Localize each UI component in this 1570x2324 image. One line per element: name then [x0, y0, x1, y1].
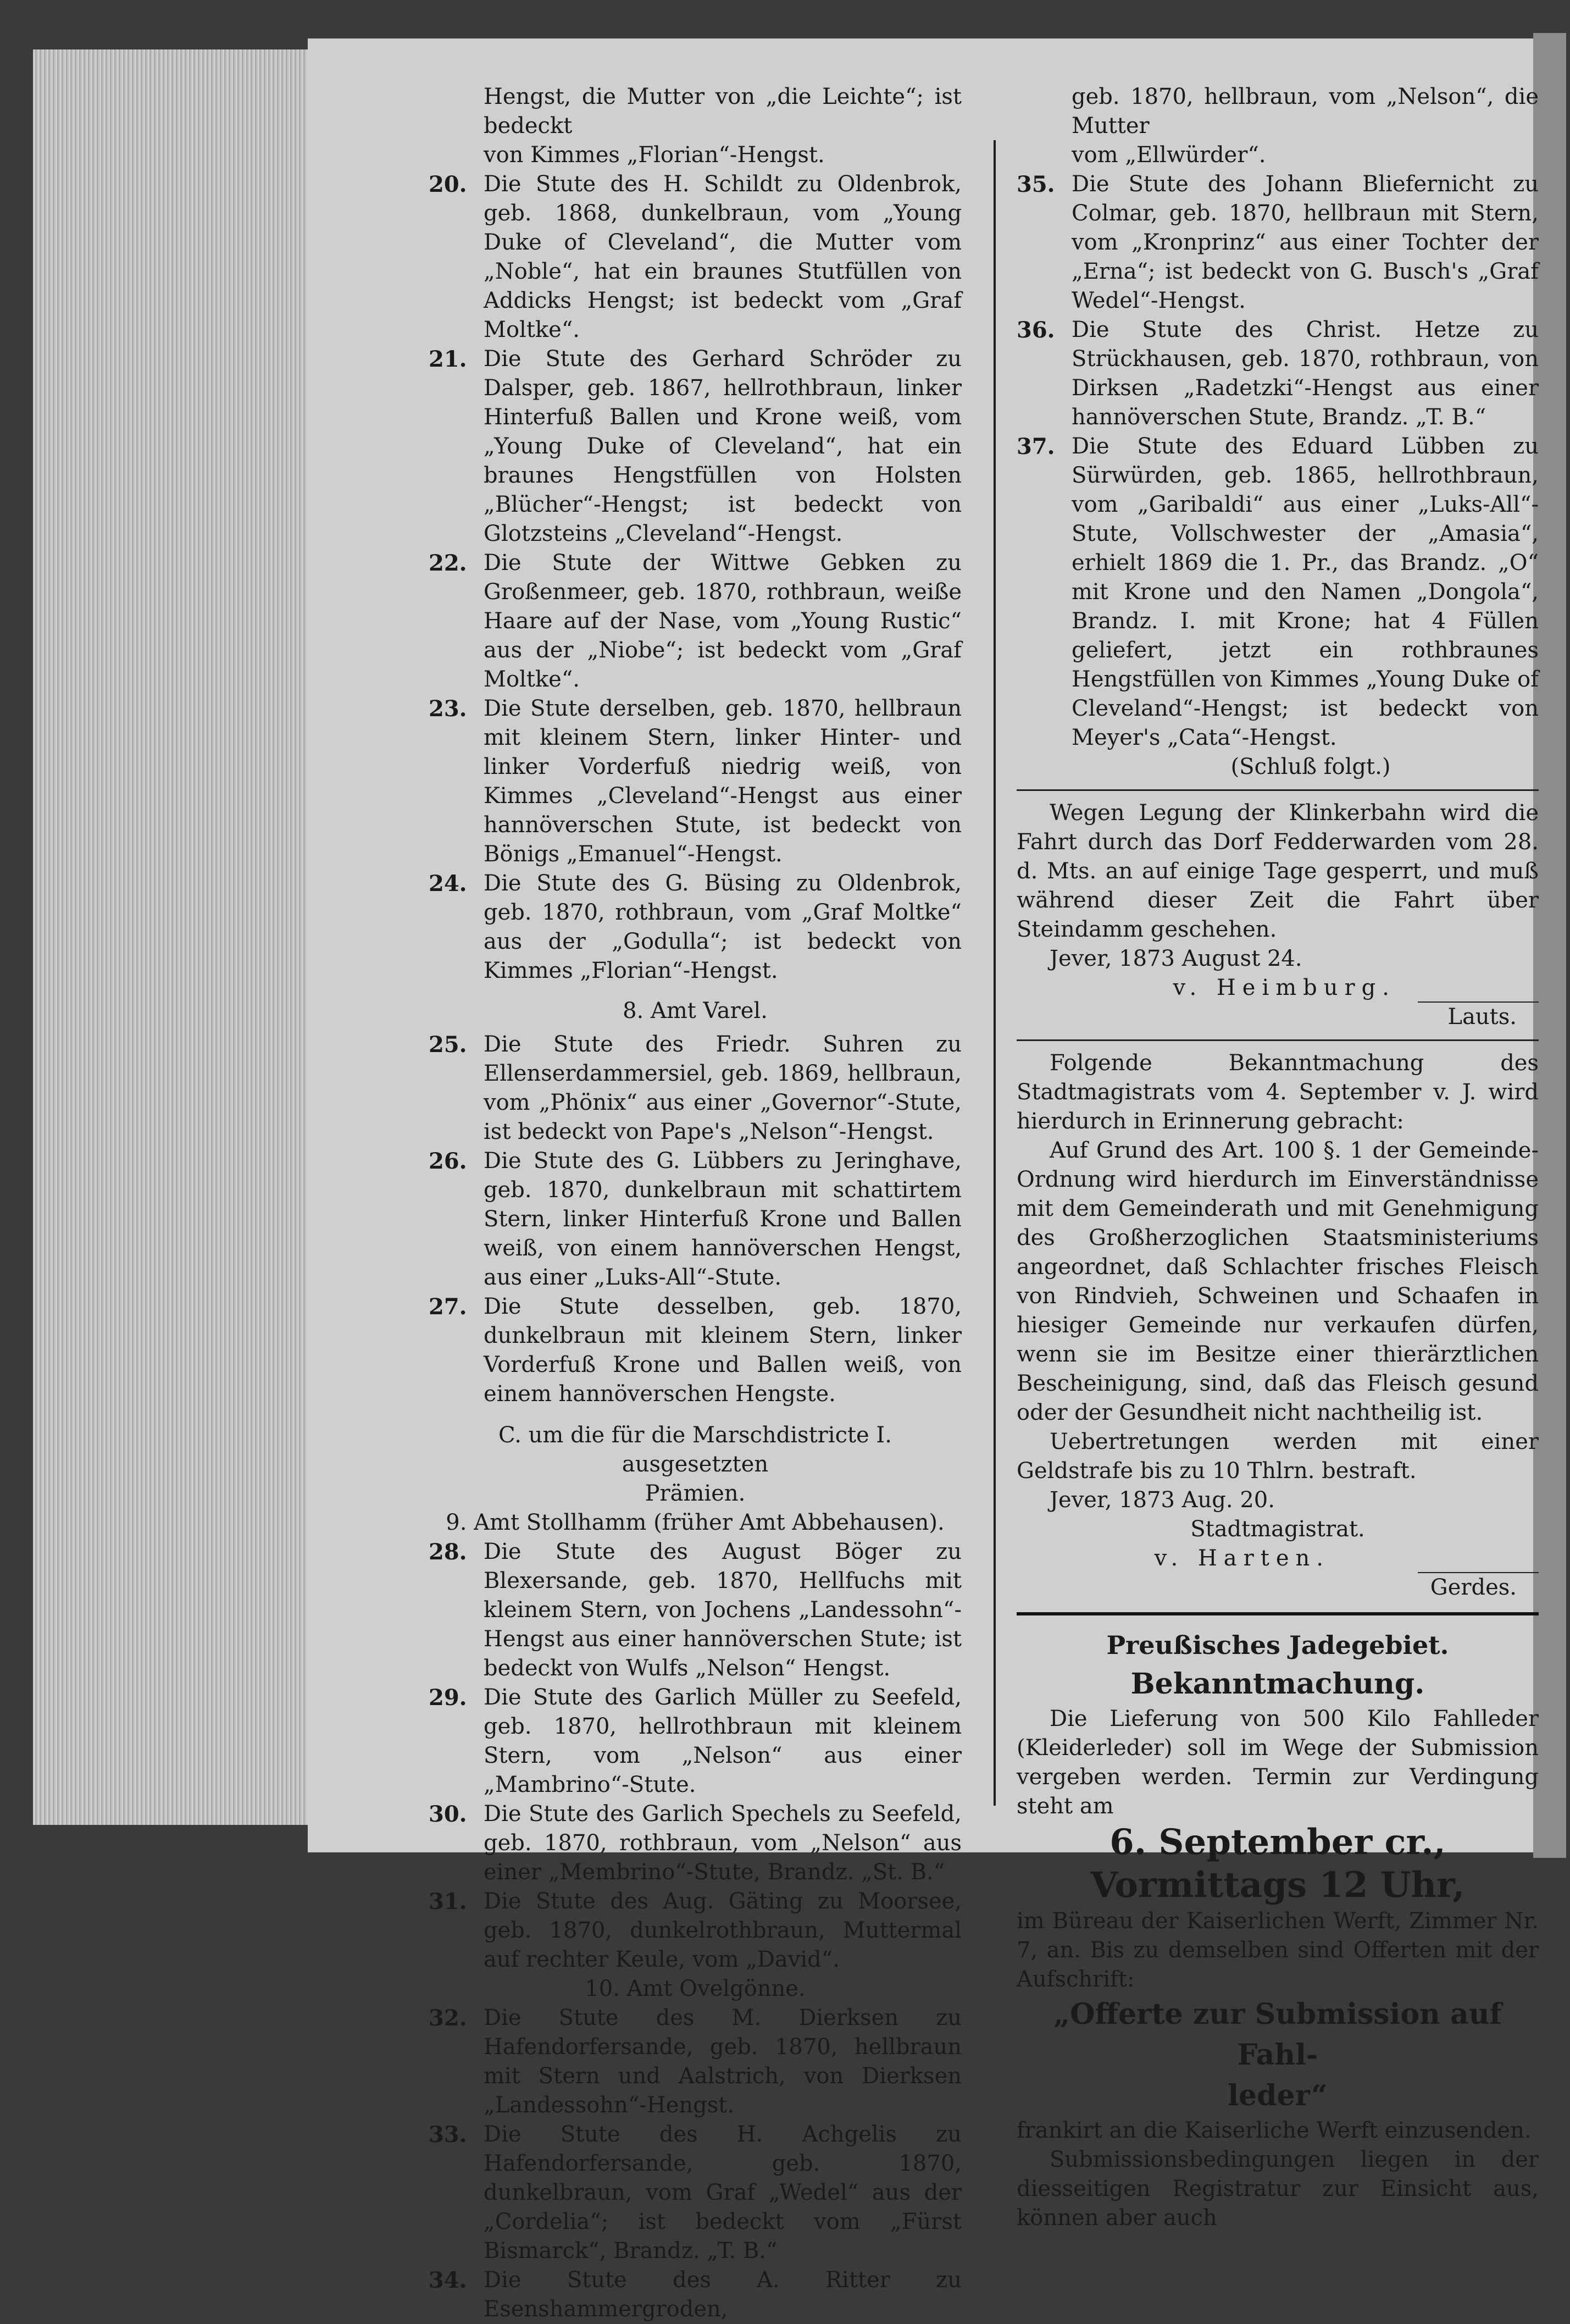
list-entry — [429, 1800, 962, 1887]
entry-number: 33. — [429, 2122, 467, 2148]
entry-text: Die Stute des G. Büsing zu Oldenbrok, geb. 1870, rothbraun, vom „Graf Moltke“ aus der „Godulla“; ist bedeckt von Kimmes „Florian“-Hengst. — [484, 871, 962, 983]
notice-text: Wegen Legung der Klinkerbahn wird die Fahrt durch das Dorf Fedderwarden vom 28. d. Mts. an auf einige Tage gesperrt, und muß während dieser Zeit die Fahrt über Steindamm geschehen. — [1017, 800, 1539, 942]
section-heading: 10. Amt Ovelgönne. — [585, 1976, 806, 2001]
announcement-title: Bekanntmachung. — [1130, 1667, 1425, 1701]
notice-penalty: Uebertretungen werden mit einer Geldstrafe bis zu 10 Thlrn. bestraft. — [1017, 1429, 1539, 1484]
notice-clerk: Lauts. — [1447, 1004, 1517, 1030]
entry-text: Die Stute derselben, geb. 1870, hellbraun mit kleinem Stern, linker Hinter- und linker Vorderfuß niedrig weiß, von Kimmes „Cleveland“-Hengst aus einer hannöverschen Stute, ist bedeckt von Bönigs „Emanuel“-Hengst. — [484, 696, 962, 867]
continued-note: (Schluß folgt.) — [1230, 754, 1391, 779]
entry-number: 25. — [429, 1032, 467, 1058]
divider — [1017, 1039, 1539, 1041]
entry-text: Die Stute des Friedr. Suhren zu Ellenserdammersiel, geb. 1869, hellbraun, vom „Phönix“ aus einer „Governor“-Stute, ist bedeckt von Pape's „Nelson“-Hengst. — [484, 1032, 962, 1144]
list-entry — [429, 1030, 962, 1147]
entry-text: Die Stute des Aug. Gäting zu Moorsee, geb. 1870, dunkelrothbraun, Muttermal auf rechter Keule, vom „David“. — [484, 1889, 962, 1972]
entry-number: 22. — [429, 550, 467, 576]
entry-number: 32. — [429, 2005, 467, 2031]
list-entry — [429, 1683, 962, 1800]
entry-number: 26. — [429, 1148, 467, 1174]
signature-line — [1418, 1544, 1539, 1573]
entry-text: Die Stute des M. Dierksen zu Hafendorfersande, geb. 1870, hellbraun mit Stern und Aalstrich, von Dierksen „Landessohn“-Hengst. — [484, 2005, 962, 2118]
entry-number: 36. — [1017, 317, 1055, 343]
entry-number: 37. — [1017, 434, 1055, 460]
announcement-text: Die Lieferung von 500 Kilo Fahlleder (Kleiderleder) soll im Wege der Submission vergeben werden. Termin zur Verdingung steht am — [1017, 1706, 1539, 1819]
section-heading: 8. Amt Varel. — [623, 998, 768, 1023]
entry-number: 27. — [429, 1294, 467, 1320]
notice-signer: v. Heimburg. — [1173, 975, 1396, 1000]
list-entry — [429, 549, 962, 694]
notice-body: Auf Grund des Art. 100 §. 1 der Gemeinde-Ordnung wird hierdurch im Einverständnisse mit dem Gemeinderath und mit Genehmigung des Großherzoglichen Staatsministeriums angeordnet, daß Schlachter frisches Fleisch von Rindvieh, Schweinen und Schaafen in hiesiger Gemeinde nur verkaufen dürfen, wenn sie im Besitze einer thierärztlichen Bescheinigung, sind, daß das Fleisch gesund oder der Gesundheit nicht nachtheilig ist. — [1017, 1138, 1539, 1425]
list-entry — [429, 1147, 962, 1292]
book-page-edges — [33, 49, 315, 1825]
list-entry — [429, 1887, 962, 1974]
section-heading: C. um die für die Marschdistricte I. ausgesetzten — [498, 1423, 892, 1477]
entry-text: Die Stute des Johann Bliefernicht zu Colmar, geb. 1870, hellbraun mit Stern, vom „Kronprinz“ aus einer Tochter der „Erna“; ist bedeckt von G. Busch's „Graf Wedel“-Hengst. — [1072, 171, 1539, 313]
entry-number: 28. — [429, 1539, 467, 1565]
intro-line: von Kimmes „Florian“-Hengst. — [484, 142, 825, 168]
signature-line — [1418, 973, 1539, 1003]
column-divider — [994, 140, 996, 1806]
notice-authority: Stadtmagistrat. — [1190, 1517, 1365, 1542]
left-column — [429, 82, 962, 2324]
entry-text: Die Stute desselben, geb. 1870, dunkelbraun mit kleinem Stern, linker Vorderfuß Krone und Ballen weiß, von einem hannöverschen Hengste. — [484, 1294, 962, 1407]
entry-number: 20. — [429, 171, 467, 197]
list-entry — [429, 1292, 962, 1409]
list-entry — [1017, 316, 1539, 432]
notice-date: Jever, 1873 Aug. 20. — [1050, 1487, 1275, 1513]
list-entry — [429, 1537, 962, 1683]
list-entry — [429, 694, 962, 869]
list-entry — [1017, 170, 1539, 316]
notice-intro: Folgende Bekanntmachung des Stadtmagistrats vom 4. September v. J. wird hierdurch in Erinnerung gebracht: — [1017, 1050, 1539, 1134]
announcement-text: frankirt an die Kaiserliche Werft einzusenden. — [1017, 2118, 1532, 2143]
entry-text: Die Stute des H. Achgelis zu Hafendorfersande, geb. 1870, dunkelbraun, vom Graf „Wedel“ aus der „Cordelia“; ist bedeckt vom „Fürst Bismarck“, Brandz. „T. B.“ — [484, 2122, 962, 2264]
section-heading: Prämien. — [645, 1481, 746, 1506]
list-entry — [429, 170, 962, 345]
list-entry — [429, 869, 962, 986]
list-entry — [429, 345, 962, 549]
divider — [1017, 789, 1539, 791]
announcement-date: 6. September cr., — [1109, 1822, 1446, 1863]
entry-text: Die Stute des Garlich Müller zu Seefeld, geb. 1870, hellrothbraun mit kleinem Stern, vom „Nelson“ aus einer „Mambrino“-Stute. — [484, 1685, 962, 1797]
entry-text: Die Stute des Gerhard Schröder zu Dalsper, geb. 1867, hellrothbraun, linker Hinterfuß Ballen und Krone weiß, vom „Young Duke of Cleveland“, hat ein braunes Hengstfüllen von Holsten „Blücher“-Hengst; ist bedeckt von Glotzsteins „Cleveland“-Hengst. — [484, 346, 962, 546]
announcement-text: Submissionsbedingungen liegen in der diesseitigen Registratur zur Einsicht aus, können aber auch — [1017, 2147, 1539, 2231]
signature-block — [1017, 1544, 1539, 1573]
entry-text: Die Stute des Eduard Lübben zu Sürwürden, geb. 1865, hellrothbraun, vom „Garibaldi“ aus einer „Luks-All“-Stute, Vollschwester der „Amasia“, erhielt 1869 die 1. Pr., das Brandz. „O“ mit Krone und den Namen „Dongola“, Brandz. I. mit Krone; hat 4 Füllen geliefert, jetzt ein rothbraunes Hengstfüllen von Kimmes „Young Duke of Cleveland“-Hengst; ist bedeckt von Meyer's „Cata“-Hengst. — [1072, 434, 1539, 750]
entry-text: Die Stute des H. Schildt zu Oldenbrok, geb. 1868, dunkelbraun, vom „Young Duke of Cleveland“, die Mutter vom „Noble“, hat ein braunes Stutfüllen von Addicks Hengst; ist bedeckt vom „Graf Moltke“. — [484, 171, 962, 342]
notice-signer: v. Harten. — [1154, 1546, 1330, 1571]
list-entry — [1017, 432, 1539, 752]
announcement-offer-title: „Offerte zur Submission auf Fahl- — [1053, 1997, 1502, 2072]
announcement-offer-title: leder“ — [1228, 2079, 1328, 2112]
notice-clerk: Gerdes. — [1430, 1575, 1517, 1600]
entry-text: Die Stute des Christ. Hetze zu Strückhausen, geb. 1870, rothbraun, von Dirksen „Radetzki“-Hengst aus einer hannöverschen Stute, Brandz. „T. B.“ — [1072, 317, 1539, 430]
entry-number: 21. — [429, 346, 467, 372]
entry-text: Die Stute des A. Ritter zu Esenshammergroden, — [484, 2267, 962, 2322]
entry-number: 35. — [1017, 171, 1055, 197]
entry-text: Die Stute des G. Lübbers zu Jeringhave, geb. 1870, dunkelbraun mit schattirtem Stern, linker Hinterfuß Krone und Ballen weiß, von einem hannöverschen Hengst, aus einer „Luks-All“-Stute. — [484, 1148, 962, 1290]
announcement-text: im Büreau der Kaiserlichen Werft, Zimmer Nr. 7, an. Bis zu demselben sind Offerten mit der Aufschrift: — [1017, 1908, 1539, 1992]
entry-number: 31. — [429, 1889, 467, 1914]
entry-text: Die Stute der Wittwe Gebken zu Großenmeer, geb. 1870, rothbraun, weiße Haare auf der Nase, vom „Young Rustic“ aus der „Niobe“; ist bedeckt vom „Graf Moltke“. — [484, 550, 962, 692]
intro-line: Hengst, die Mutter von „die Leichte“; ist bedeckt — [484, 84, 962, 139]
section-title: Preußisches Jadegebiet. — [1106, 1630, 1449, 1660]
entry-number: 23. — [429, 696, 467, 722]
right-column — [1017, 82, 1539, 2233]
notice-date: Jever, 1873 August 24. — [1050, 946, 1302, 971]
entry-number: 24. — [429, 871, 467, 897]
list-entry — [429, 2266, 962, 2324]
list-entry — [429, 2004, 962, 2120]
entry-text: Die Stute des Garlich Spechels zu Seefeld, geb. 1870, rothbraun, vom „Nelson“ aus einer „Membrino“-Stute, Brandz. „St. B.“ — [484, 1801, 962, 1885]
signature-block — [1017, 973, 1539, 1003]
section-heading: 9. Amt Stollhamm (früher Amt Abbehausen). — [446, 1510, 945, 1535]
list-entry — [429, 2120, 962, 2266]
entry-number: 29. — [429, 1685, 467, 1711]
entry-number: 34. — [429, 2267, 467, 2293]
intro-line: vom „Ellwürder“. — [1072, 142, 1266, 168]
announcement-time: Vormittags 12 Uhr, — [1090, 1864, 1465, 1906]
divider-thick — [1017, 1612, 1539, 1615]
intro-line: geb. 1870, hellbraun, vom „Nelson“, die Mutter — [1072, 84, 1539, 139]
entry-number: 30. — [429, 1801, 467, 1827]
entry-text: Die Stute des August Böger zu Blexersande, geb. 1870, Hellfuchs mit kleinem Stern, von Jochens „Landessohn“-Hengst aus einer hannöverschen Stute; ist bedeckt von Wulfs „Nelson“ Hengst. — [484, 1539, 962, 1681]
